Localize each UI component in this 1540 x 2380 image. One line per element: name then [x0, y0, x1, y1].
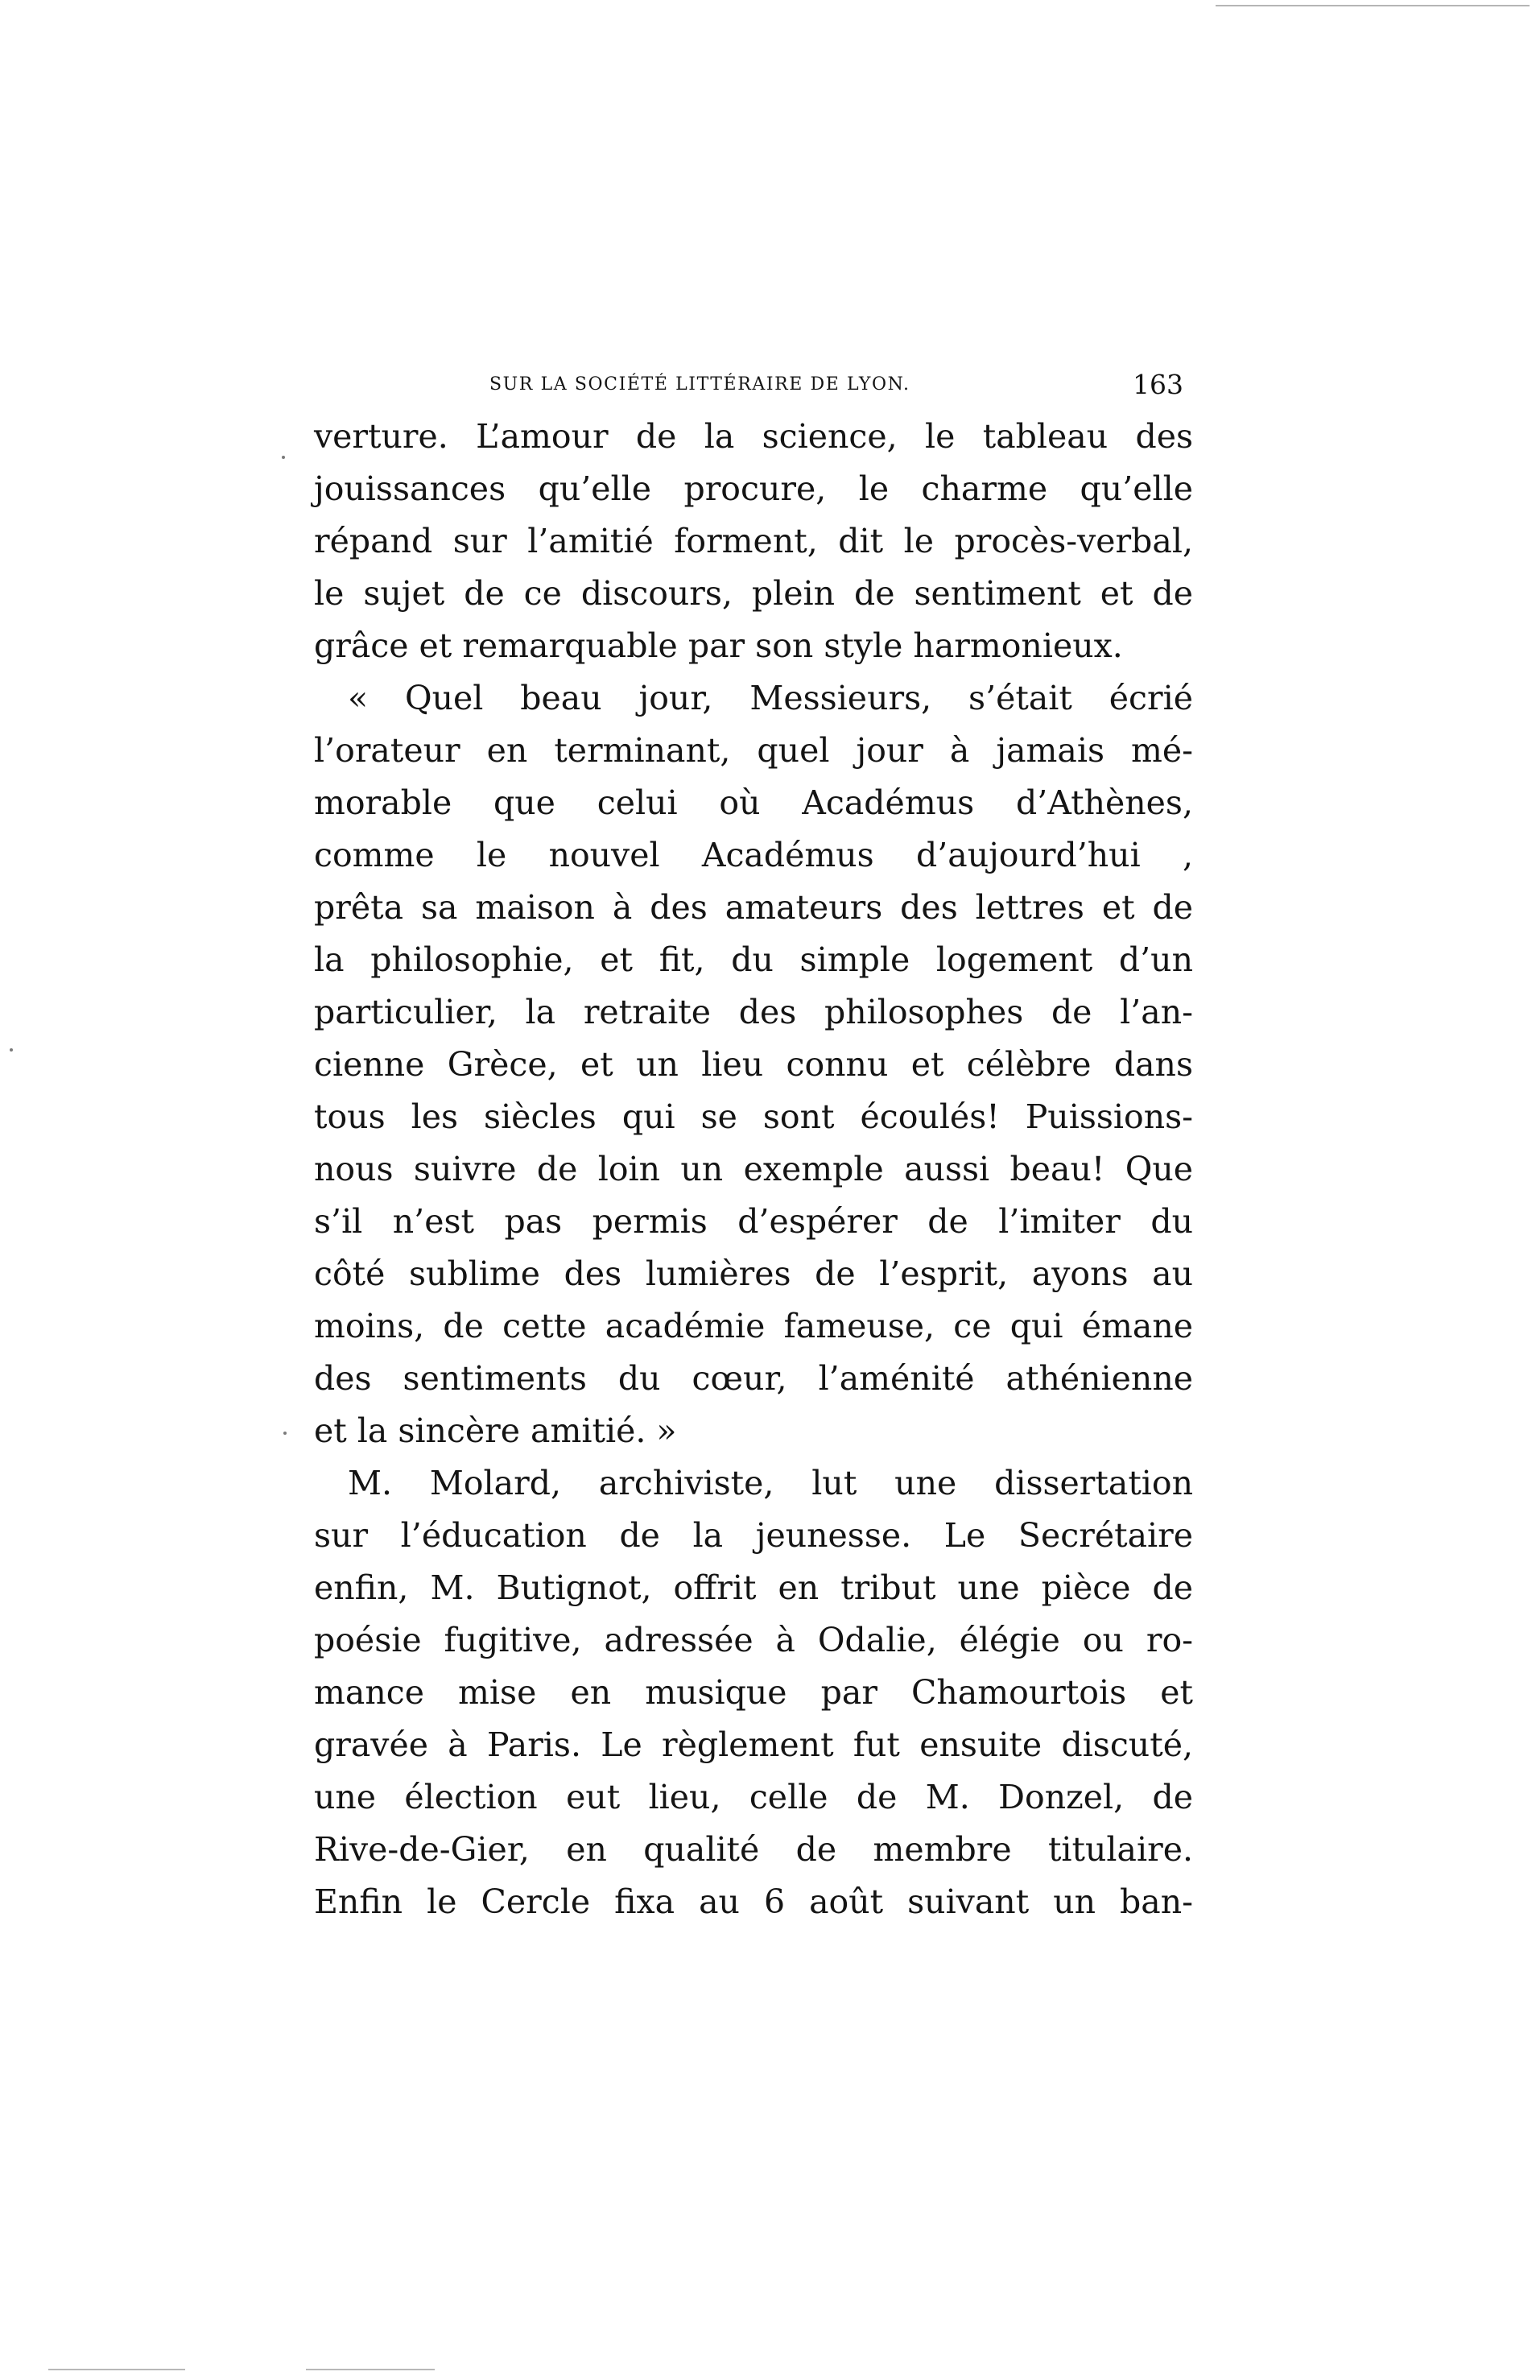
page-number: 163 — [1133, 369, 1183, 400]
text-line: sur l’éducation de la jeunesse. Le Secrétaire — [314, 1516, 1193, 1555]
text-line: poésie fugitive, adressée à Odalie, élégie ou ro- — [314, 1621, 1193, 1659]
text-line: gravée à Paris. Le règlement fut ensuite discuté, — [314, 1725, 1193, 1764]
scan-edge-line — [48, 2369, 185, 2370]
text-line: une élection eut lieu, celle de M. Donzel, de — [314, 1778, 1193, 1816]
scan-edge-line — [306, 2369, 435, 2370]
text-line: grâce et remarquable par son style harmonieux. — [314, 626, 1123, 665]
body-text — [314, 411, 1193, 1928]
scan-speck — [283, 1432, 287, 1435]
text-line: l’orateur en terminant, quel jour à jamais mé- — [314, 731, 1193, 770]
scan-speck — [282, 456, 285, 459]
text-line: Rive-de-Gier, en qualité de membre titulaire. — [314, 1830, 1193, 1869]
text-line: le sujet de ce discours, plein de sentiment et de — [314, 574, 1193, 613]
text-line: des sentiments du cœur, l’aménité athénienne — [314, 1359, 1193, 1398]
scan-edge-line — [1216, 5, 1530, 6]
running-header — [314, 369, 1193, 401]
text-line: moins, de cette académie fameuse, ce qui émane — [314, 1307, 1193, 1345]
text-line: jouissances qu’elle procure, le charme qu’elle — [314, 469, 1193, 508]
text-line: s’il n’est pas permis d’espérer de l’imiter du — [314, 1202, 1193, 1241]
text-line: « Quel beau jour, Messieurs, s’était écrié — [348, 679, 1193, 717]
text-line: Enfin le Cercle fixa au 6 août suivant un ban- — [314, 1882, 1193, 1921]
text-line: morable que celui où Académus d’Athènes, — [314, 783, 1193, 822]
text-line: enfin, M. Butignot, offrit en tribut une pièce de — [314, 1568, 1193, 1607]
text-line: comme le nouvel Académus d’aujourd’hui , — [314, 836, 1193, 874]
text-line: et la sincère amitié. » — [314, 1411, 677, 1450]
text-line: la philosophie, et fit, du simple logement d’un — [314, 940, 1193, 979]
text-line: côté sublime des lumières de l’esprit, ayons au — [314, 1254, 1193, 1293]
text-line: M. Molard, archiviste, lut une dissertation — [348, 1464, 1193, 1502]
scan-speck — [10, 1048, 13, 1052]
text-line: particulier, la retraite des philosophes de l’an- — [314, 993, 1193, 1031]
text-line: verture. L’amour de la science, le tableau des — [314, 417, 1193, 456]
text-line: mance mise en musique par Chamourtois et — [314, 1673, 1193, 1712]
text-line: tous les siècles qui se sont écoulés! Puissions- — [314, 1097, 1193, 1136]
text-line: cienne Grèce, et un lieu connu et célèbre dans — [314, 1045, 1193, 1084]
text-line: prêta sa maison à des amateurs des lettres et de — [314, 888, 1193, 927]
text-line: nous suivre de loin un exemple aussi beau! Que — [314, 1150, 1193, 1188]
running-title: SUR LA SOCIÉTÉ LITTÉRAIRE DE LYON. — [489, 374, 910, 395]
text-line: répand sur l’amitié forment, dit le procès-verbal, — [314, 522, 1193, 560]
